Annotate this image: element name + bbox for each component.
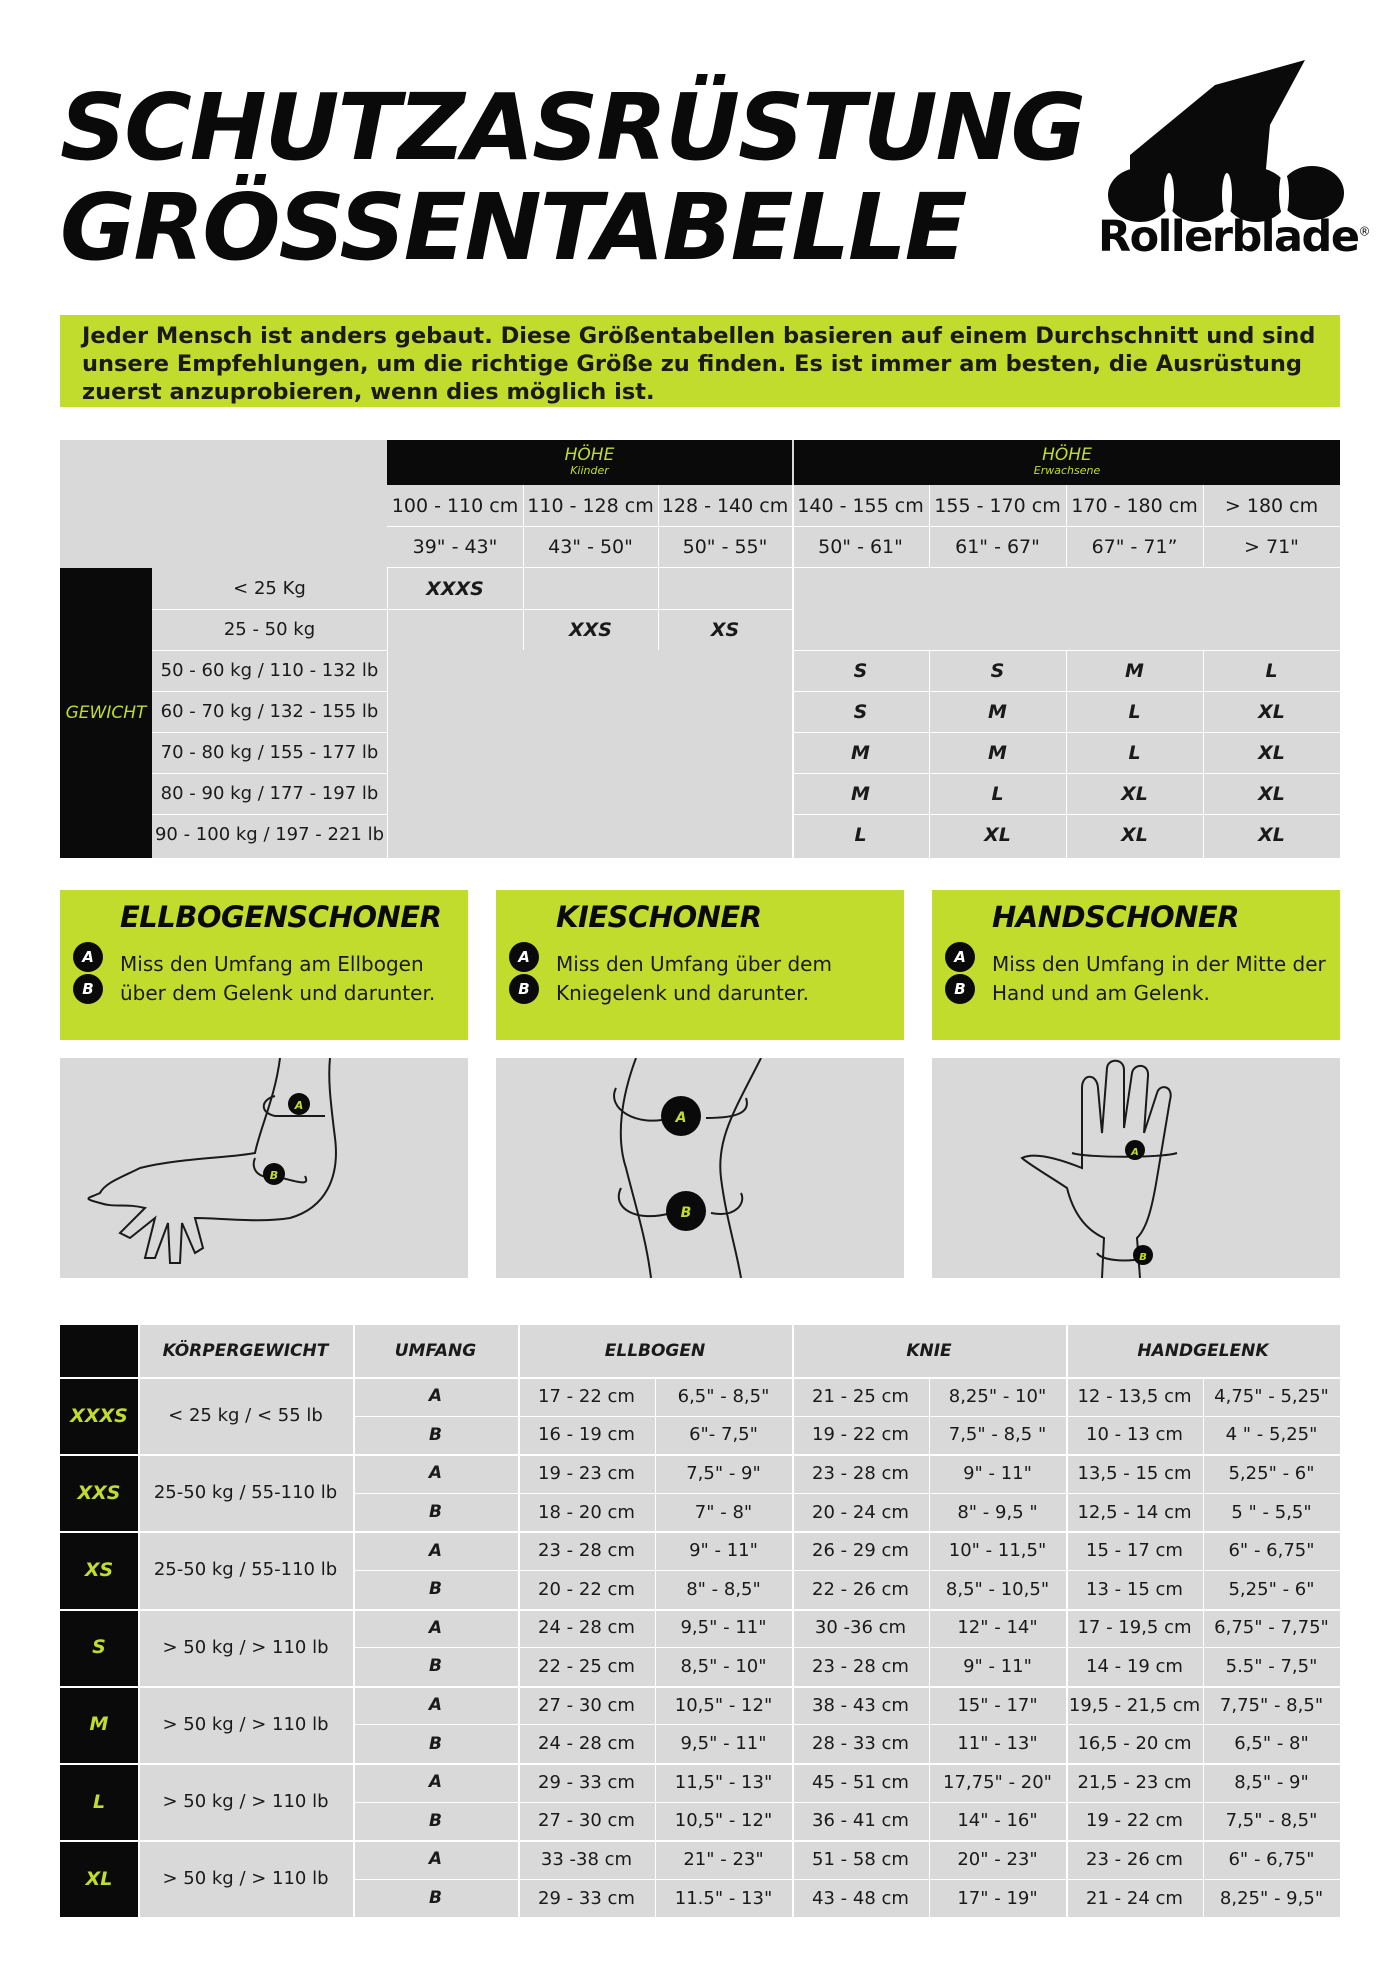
measure-cell: 9" - 11" — [963, 1462, 1032, 1484]
size-cell: M — [1125, 659, 1144, 682]
measure-cell: 6"- 7,5" — [689, 1424, 758, 1446]
hand-illustration — [932, 1058, 1340, 1278]
measure-cell: 19 - 22 cm — [1086, 1810, 1183, 1832]
measure-cell: 9" - 11" — [963, 1655, 1032, 1677]
size-cell: L — [1265, 659, 1278, 682]
page-title — [60, 74, 1085, 281]
size-label: XXS — [60, 1454, 138, 1531]
knee-pad-box — [496, 890, 904, 1040]
height-cm-cell: 140 - 155 cm — [797, 494, 924, 517]
measure-cell: 4 " - 5,25" — [1225, 1424, 1318, 1446]
height-cm-cell: 170 - 180 cm — [1071, 494, 1198, 517]
circumference-a: A — [428, 1540, 443, 1561]
measure-cell: 17" - 19" — [957, 1887, 1038, 1909]
measure-cell: 8,25" - 10" — [948, 1385, 1047, 1407]
svg-text:A: A — [1131, 1147, 1139, 1158]
measure-cell: 14" - 16" — [957, 1810, 1038, 1832]
knee-icon — [496, 1058, 904, 1278]
badge-a-icon: A — [945, 942, 975, 972]
measure-cell: 9,5" - 11" — [680, 1617, 767, 1639]
measure-cell: 27 - 30 cm — [538, 1694, 635, 1716]
measure-cell: 18 - 20 cm — [538, 1501, 635, 1523]
measure-cell: 27 - 30 cm — [538, 1810, 635, 1832]
measure-cell: 21,5 - 23 cm — [1077, 1771, 1192, 1793]
measure-cell: 24 - 28 cm — [538, 1733, 635, 1755]
elbow-illustration — [60, 1058, 468, 1278]
measure-cell: 29 - 33 cm — [538, 1771, 635, 1793]
circumference-b: B — [429, 1656, 442, 1677]
height-weight-table — [60, 440, 1340, 858]
body-weight-cell: > 50 kg / > 110 lb — [162, 1791, 329, 1813]
measure-cell: 36 - 41 cm — [812, 1810, 909, 1832]
measure-cell: 14 - 19 cm — [1086, 1655, 1183, 1677]
badge-b-icon: B — [73, 974, 103, 1004]
size-cell: XL — [1121, 782, 1148, 805]
circumference-a: A — [428, 1617, 443, 1638]
measure-cell: 17 - 22 cm — [538, 1385, 635, 1407]
circumference-a: A — [428, 1463, 443, 1484]
body-weight-cell: > 50 kg / > 110 lb — [162, 1713, 329, 1735]
weight-range-cell: 60 - 70 kg / 132 - 155 lb — [160, 701, 379, 722]
measure-cell: 15" - 17" — [957, 1694, 1038, 1716]
measure-cell: 38 - 43 cm — [812, 1694, 909, 1716]
measure-cell: 8,25" - 9,5" — [1219, 1887, 1324, 1909]
size-cell: S — [990, 659, 1005, 682]
measure-cell: 6,5" - 8,5" — [677, 1385, 770, 1407]
knee-illustration — [496, 1058, 904, 1278]
height-cm-cell: 155 - 170 cm — [934, 494, 1061, 517]
measure-cell: 4,75" - 5,25" — [1214, 1385, 1329, 1407]
header-subtitle: Kiinder — [570, 463, 609, 477]
measure-cell: 30 -36 cm — [814, 1617, 907, 1639]
measure-cell: 16 - 19 cm — [538, 1424, 635, 1446]
weight-range-cell: 50 - 60 kg / 110 - 132 lb — [160, 660, 379, 681]
size-label: L — [60, 1763, 138, 1840]
svg-text:B: B — [1139, 1252, 1147, 1263]
height-cm-cell: 110 - 128 cm — [527, 494, 654, 517]
body-weight-cell: < 25 kg / < 55 lb — [168, 1405, 323, 1427]
header-wrist: HANDGELENK — [1137, 1341, 1269, 1361]
size-cell — [387, 609, 523, 650]
header-elbow: ELLBOGEN — [604, 1341, 706, 1361]
circumference-b: B — [429, 1810, 442, 1831]
size-cell: M — [988, 741, 1007, 764]
measure-cell: 7,5" - 8,5" — [1225, 1810, 1318, 1832]
body-weight-cell: 25-50 kg / 55-110 lb — [153, 1482, 338, 1504]
header-corner — [60, 1325, 138, 1377]
body-weight-cell: 25-50 kg / 55-110 lb — [153, 1559, 338, 1581]
measure-cell: 23 - 28 cm — [812, 1655, 909, 1677]
height-cm-cell: > 180 cm — [1224, 494, 1319, 517]
brand-name: Rollerblade® — [1098, 212, 1369, 262]
measure-cell: 21 - 25 cm — [812, 1385, 909, 1407]
circumference-a: A — [428, 1772, 443, 1793]
svg-text:B: B — [680, 1205, 692, 1221]
weight-range-cell: < 25 Kg — [233, 578, 306, 599]
measure-cell: 8" - 8,5" — [686, 1578, 761, 1600]
measure-cell: 15 - 17 cm — [1086, 1540, 1183, 1562]
weight-range-cell: 90 - 100 kg / 197 - 221 lb — [154, 824, 385, 845]
size-label: XS — [60, 1531, 138, 1608]
size-cell: L — [1128, 700, 1141, 723]
header-weight: KÖRPERGEWICHT — [162, 1341, 329, 1361]
measure-cell: 8,5" - 9" — [1234, 1771, 1309, 1793]
measure-cell: 6,75" - 7,75" — [1214, 1617, 1329, 1639]
circumference-b: B — [429, 1888, 442, 1909]
badge-a-icon: A — [73, 942, 103, 972]
height-inch-cell: 61" - 67" — [955, 535, 1040, 558]
measure-cell: 29 - 33 cm — [538, 1887, 635, 1909]
size-cell: L — [854, 823, 867, 846]
measure-cell: 8,5" - 10,5" — [945, 1578, 1050, 1600]
measure-cell: 23 - 28 cm — [812, 1462, 909, 1484]
size-cell: XS — [710, 618, 740, 641]
measure-cell: 19,5 - 21,5 cm — [1068, 1694, 1201, 1716]
measure-cell: 11.5" - 13" — [674, 1887, 773, 1909]
header-circumference: UMFANG — [394, 1341, 477, 1361]
measure-cell: 5 " - 5,5" — [1231, 1501, 1312, 1523]
height-inch-cell: 67" - 71” — [1091, 535, 1178, 558]
measure-cell: 7" - 8" — [694, 1501, 753, 1523]
pad-title: KIESCHONER — [556, 900, 762, 934]
svg-text:B: B — [269, 1169, 279, 1182]
size-cell: S — [853, 700, 868, 723]
weight-range-cell: 80 - 90 kg / 177 - 197 lb — [160, 783, 379, 804]
hand-icon — [932, 1058, 1340, 1278]
measure-cell: 11" - 13" — [957, 1733, 1038, 1755]
pad-description: Miss den Umfang am Ellbogen über dem Gelenk und darunter. — [120, 952, 436, 1005]
size-cell: L — [991, 782, 1004, 805]
measure-cell: 21" - 23" — [683, 1848, 764, 1870]
badge-b-icon: B — [945, 974, 975, 1004]
measure-cell: 5.5" - 7,5" — [1225, 1655, 1318, 1677]
title-line-1: SCHUTZASRÜSTUNG — [60, 74, 1085, 181]
height-cm-cell: 100 - 110 cm — [391, 494, 519, 517]
size-cell: M — [851, 741, 870, 764]
size-cell: XL — [1258, 700, 1285, 723]
size-label: XL — [60, 1840, 138, 1917]
height-inch-cell: 50" - 55" — [682, 535, 768, 558]
measure-cell: 17,75" - 20" — [943, 1771, 1052, 1793]
circumference-a: A — [428, 1849, 443, 1870]
height-inch-cell: 43" - 50" — [548, 535, 633, 558]
size-cell — [523, 568, 658, 609]
measure-cell: 9,5" - 11" — [680, 1733, 767, 1755]
height-inch-cell: 39" - 43" — [412, 535, 498, 558]
measure-cell: 23 - 28 cm — [538, 1540, 635, 1562]
measure-cell: 43 - 48 cm — [812, 1887, 909, 1909]
size-label: M — [60, 1686, 138, 1763]
measure-cell: 10,5" - 12" — [674, 1810, 773, 1832]
measure-cell: 20" - 23" — [957, 1848, 1038, 1870]
hand-pad-box — [932, 890, 1340, 1040]
measure-cell: 24 - 28 cm — [538, 1617, 635, 1639]
measure-cell: 6,5" - 8" — [1234, 1733, 1309, 1755]
header-title: HÖHE — [1042, 444, 1092, 465]
kids-height-header — [387, 440, 792, 485]
measure-cell: 20 - 22 cm — [538, 1578, 635, 1600]
size-cell: XXS — [569, 618, 612, 641]
measure-cell: 22 - 25 cm — [538, 1655, 635, 1677]
size-cell: L — [1128, 741, 1141, 764]
header-subtitle: Erwachsene — [1033, 463, 1101, 477]
badge-b-icon: B — [509, 974, 539, 1004]
measure-cell: 33 -38 cm — [540, 1848, 633, 1870]
size-cell: XXXS — [426, 577, 484, 600]
header-title: HÖHE — [564, 444, 615, 465]
pad-description: Miss den Umfang über dem Kniegelenk und darunter. — [556, 952, 832, 1005]
intro-text: Jeder Mensch ist anders gebaut. Diese Größentabellen basieren auf einem Durchschnitt und sind unsere Empfehlungen, um die richtige Größe zu finden. Es ist immer am besten, die Ausrüstung zuerst anzuprobieren, wenn dies möglich ist. — [60, 315, 1340, 407]
height-inch-cell: 50" - 61" — [818, 535, 903, 558]
elbow-pad-box — [60, 890, 468, 1040]
measure-cell: 16,5 - 20 cm — [1077, 1733, 1192, 1755]
circumference-b: B — [429, 1579, 442, 1600]
size-cell: M — [851, 782, 870, 805]
size-measurement-table — [60, 1325, 1340, 1917]
measure-cell: 22 - 26 cm — [812, 1578, 909, 1600]
svg-text:A: A — [675, 1110, 687, 1126]
measure-cell: 8" - 9,5 " — [957, 1501, 1038, 1523]
measure-cell: 19 - 23 cm — [538, 1462, 635, 1484]
height-inch-cell: > 71" — [1244, 535, 1299, 558]
pad-description: Miss den Umfang in der Mitte der Hand und am Gelenk. — [992, 952, 1326, 1005]
measure-cell: 7,5" - 9" — [686, 1462, 761, 1484]
size-cell: XL — [1258, 823, 1285, 846]
measure-cell: 7,5" - 8,5 " — [948, 1424, 1047, 1446]
measure-cell: 45 - 51 cm — [812, 1771, 909, 1793]
measure-cell: 13,5 - 15 cm — [1077, 1462, 1192, 1484]
measure-cell: 6" - 6,75" — [1228, 1848, 1315, 1870]
measure-cell: 28 - 33 cm — [812, 1733, 909, 1755]
measure-cell: 12 - 13,5 cm — [1077, 1385, 1192, 1407]
adult-height-header — [794, 440, 1340, 485]
measure-cell: 20 - 24 cm — [812, 1501, 909, 1523]
size-cell: XL — [1258, 782, 1285, 805]
body-weight-cell: > 50 kg / > 110 lb — [162, 1636, 329, 1658]
measure-cell: 10 - 13 cm — [1086, 1424, 1183, 1446]
measure-cell: 11,5" - 13" — [674, 1771, 773, 1793]
weight-range-cell: 70 - 80 kg / 155 - 177 lb — [160, 742, 379, 763]
size-cell: XL — [1258, 741, 1285, 764]
size-label: S — [60, 1609, 138, 1686]
height-cm-cell: 128 - 140 cm — [661, 494, 789, 517]
measure-cell: 10,5" - 12" — [674, 1694, 773, 1716]
measure-cell: 17 - 19,5 cm — [1077, 1617, 1192, 1639]
measure-cell: 8,5" - 10" — [680, 1655, 767, 1677]
body-weight-cell: > 50 kg / > 110 lb — [162, 1868, 329, 1890]
measure-cell: 10" - 11,5" — [948, 1540, 1047, 1562]
measure-cell: 51 - 58 cm — [812, 1848, 909, 1870]
header-knee: KNIE — [906, 1341, 952, 1361]
circumference-b: B — [429, 1502, 442, 1523]
measure-cell: 19 - 22 cm — [812, 1424, 909, 1446]
measure-cell: 23 - 26 cm — [1086, 1848, 1183, 1870]
measure-cell: 9" - 11" — [689, 1540, 758, 1562]
size-cell: XL — [1121, 823, 1148, 846]
pad-title: ELLBOGENSCHONER — [120, 900, 442, 934]
size-cell: XL — [984, 823, 1011, 846]
arm-icon — [60, 1058, 468, 1278]
weight-range-cell: 25 - 50 kg — [223, 619, 316, 640]
size-label: XXXS — [60, 1377, 138, 1454]
measure-cell: 6" - 6,75" — [1228, 1540, 1315, 1562]
circumference-a: A — [428, 1386, 443, 1407]
badge-a-icon: A — [509, 942, 539, 972]
circumference-b: B — [429, 1424, 442, 1445]
measure-cell: 12" - 14" — [957, 1617, 1038, 1639]
measure-cell: 13 - 15 cm — [1086, 1578, 1183, 1600]
measure-cell: 5,25" - 6" — [1228, 1462, 1315, 1484]
circumference-a: A — [428, 1695, 443, 1716]
measure-cell: 7,75" - 8,5" — [1219, 1694, 1324, 1716]
size-cell: S — [853, 659, 868, 682]
measure-cell: 12,5 - 14 cm — [1077, 1501, 1192, 1523]
size-cell: M — [988, 700, 1007, 723]
pad-title: HANDSCHONER — [992, 900, 1240, 934]
title-line-2: GRÖSSENTABELLE — [60, 174, 966, 281]
measure-cell: 21 - 24 cm — [1086, 1887, 1183, 1909]
measure-cell: 5,25" - 6" — [1228, 1578, 1315, 1600]
svg-text:A: A — [294, 1099, 304, 1112]
circumference-b: B — [429, 1733, 442, 1754]
weight-label: GEWICHT — [60, 568, 152, 858]
measure-cell: 26 - 29 cm — [812, 1540, 909, 1562]
size-cell — [658, 568, 792, 609]
